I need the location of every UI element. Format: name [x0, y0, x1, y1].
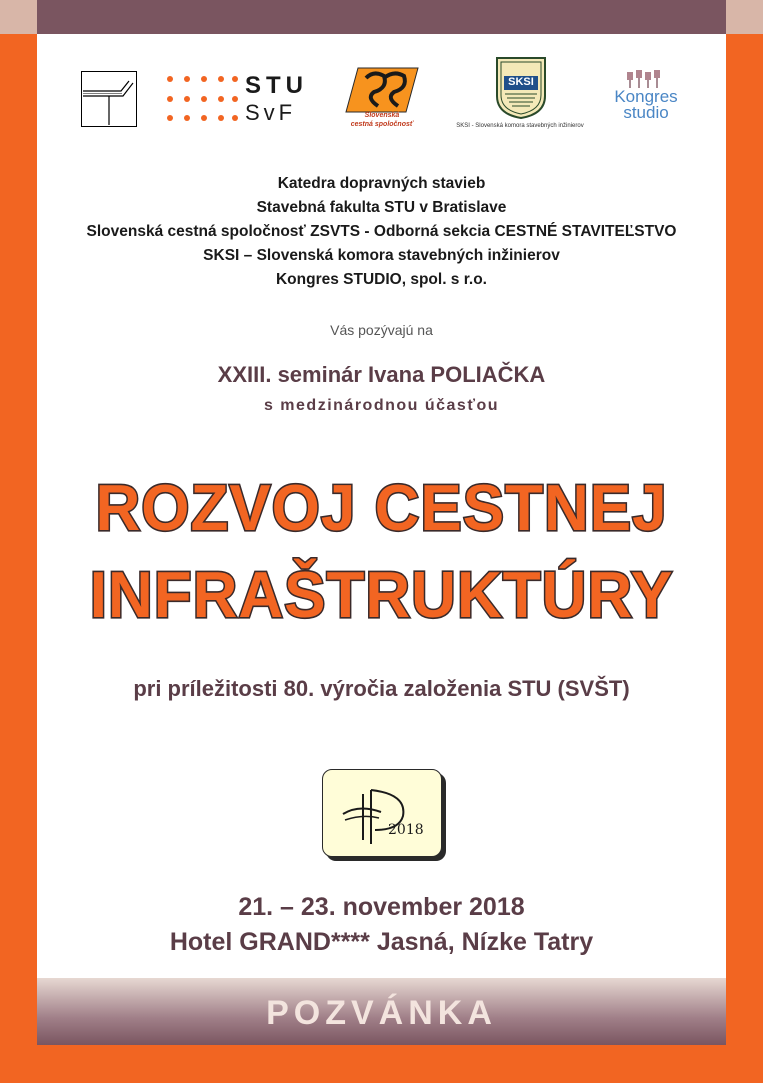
main-title-line-2: INFRAŠTRUKTÚRY: [89, 559, 674, 632]
kongres-studio-logo: [605, 68, 687, 128]
left-orange-border: [0, 0, 37, 1083]
sksi-caption: SKSI - Slovenská komora stavebných inžinierov: [456, 123, 584, 129]
stu-text: STU: [245, 72, 308, 99]
event-venue: Hotel GRAND**** Jasná, Nízke Tatry: [169, 928, 594, 956]
footer-orange-strip: [37, 1045, 726, 1083]
sksi-logo: [455, 56, 585, 134]
seminar-subtitle: s medzinárodnou účasťou: [263, 397, 500, 414]
stu-svf-logo: [165, 72, 308, 126]
seminar-title: XXIII. seminár Ivana POLIAČKA: [217, 362, 546, 387]
organizer-line: Katedra dopravných stavieb: [277, 175, 486, 192]
top-band: [37, 0, 726, 34]
organizer-line: SKSI – Slovenská komora stavebných inžinierov: [203, 247, 560, 264]
sks-caption-1: Slovenská: [364, 112, 400, 119]
footer-label: POZVÁNKA: [266, 994, 497, 1032]
organizer-line: Kongres STUDIO, spol. s r.o.: [275, 271, 487, 288]
kongres-text: Kongres: [614, 87, 678, 106]
top-right-corner: [726, 0, 763, 34]
event-logo: [322, 769, 442, 857]
organizer-line: Stavebná fakulta STU v Bratislave: [256, 199, 507, 216]
svf-text: SvF: [245, 100, 297, 125]
right-orange-border: [726, 0, 763, 1083]
studio-text: studio: [623, 103, 669, 122]
sks-caption-2: cestná spoločnosť: [350, 121, 414, 128]
organizer-line: Slovenská cestná spoločnosť ZSVTS - Odborná sekcia CESTNÉ STAVITEĽSTVO: [86, 223, 677, 240]
invite-text: Vás pozývajú na: [330, 322, 433, 338]
sks-logo: [344, 66, 420, 132]
event-date: 21. – 23. november 2018: [238, 893, 525, 921]
road-logo: [81, 71, 137, 127]
top-left-corner: [0, 0, 37, 34]
occasion-text: pri príležitosti 80. výročia založenia STU (SVŠT): [133, 676, 630, 701]
sksi-badge-text: SKSI: [508, 76, 534, 88]
event-logo-year: 2018: [388, 822, 424, 838]
main-title-line-1: ROZVOJ CESTNEJ: [95, 472, 668, 545]
